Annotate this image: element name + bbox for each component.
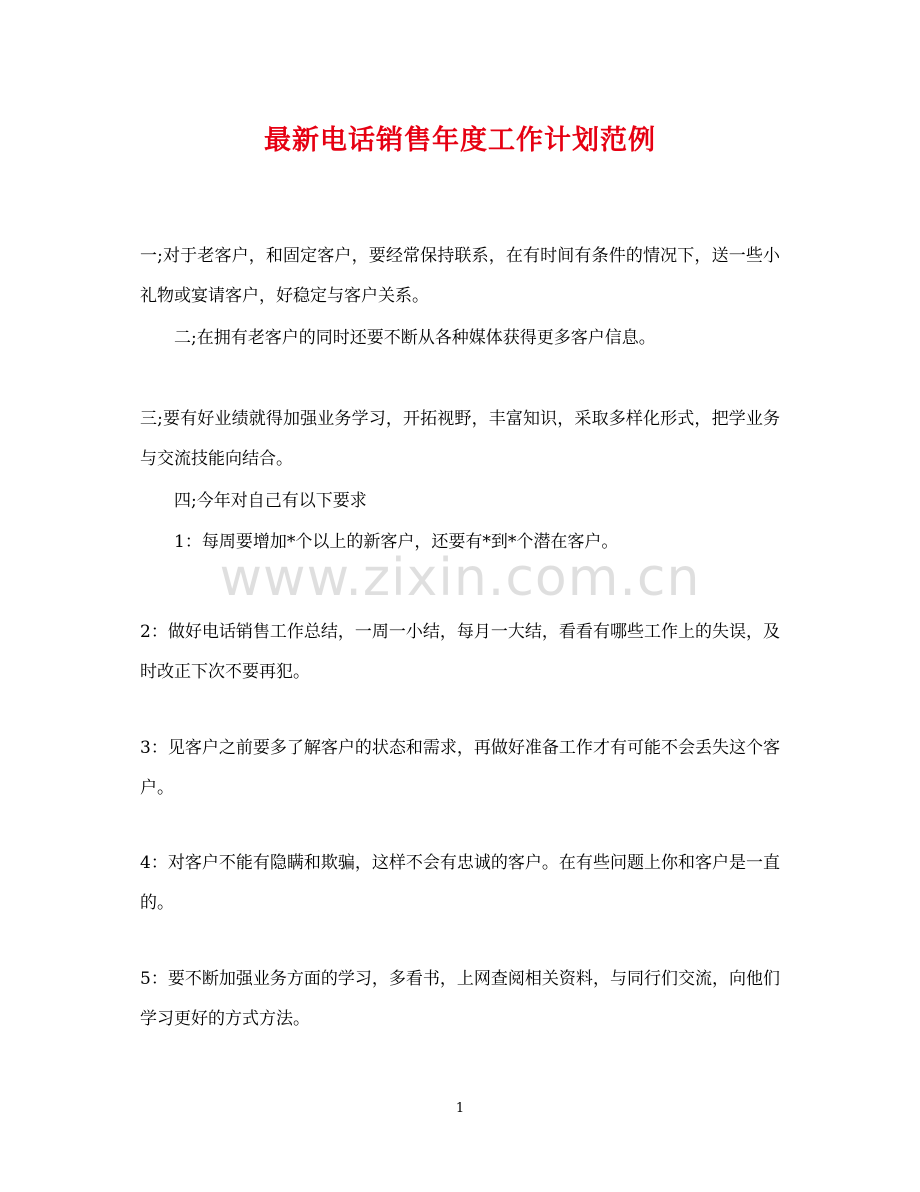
paragraph-2: 二;在拥有老客户的同时还要不断从各种媒体获得更多客户信息。 [174, 328, 656, 348]
list-item-5: 5：要不断加强业务方面的学习，多看书，上网查阅相关资料，与同行们交流，向他们学习更好的方式方法。 [140, 969, 780, 1029]
list-item-1: 1：每周要增加*个以上的新客户，还要有*到*个潜在客户。 [174, 532, 619, 552]
page-number: 1 [455, 1101, 465, 1116]
watermark: www.zixin.com.cn [219, 548, 701, 608]
list-item-4: 4：对客户不能有隐瞒和欺骗，这样不会有忠诚的客户。在有些问题上你和客户是一直的。 [140, 853, 780, 913]
paragraph-3: 三;要有好业绩就得加强业务学习，开拓视野，丰富知识，采取多样化形式，把学业务与交流技能向结合。 [140, 409, 780, 469]
list-item-2: 2：做好电话销售工作总结，一周一小结，每月一大结，看看有哪些工作上的失误，及时改正下次不要再犯。 [140, 622, 780, 682]
document-title: 最新电话销售年度工作计划范例 [264, 125, 656, 156]
paragraph-1: 一;对于老客户，和固定客户，要经常保持联系，在有时间有条件的情况下，送一些小礼物或宴请客户，好稳定与客户关系。 [140, 246, 780, 306]
paragraph-4: 四;今年对自己有以下要求 [174, 491, 367, 511]
list-item-3: 3：见客户之前要多了解客户的状态和需求，再做好准备工作才有可能不会丢失这个客户。 [140, 738, 780, 798]
